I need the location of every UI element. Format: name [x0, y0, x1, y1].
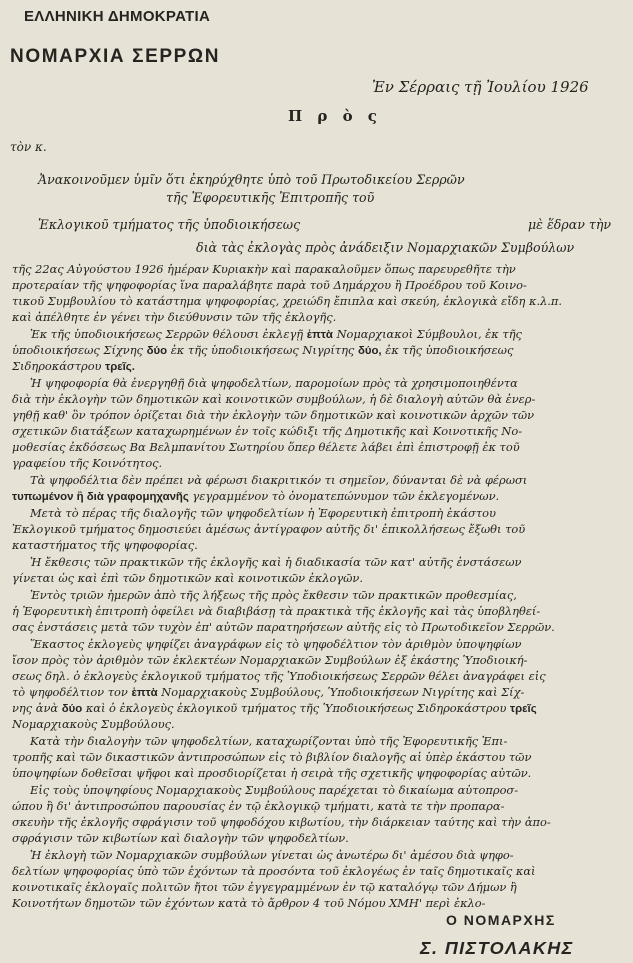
body-line: Ἐντὸς τριῶν ἡμερῶν ἀπὸ τῆς λήξεως τῆς πρὸς ἔκθεσιν τῶν πρακτικῶν προθεσμίας,: [30, 588, 517, 602]
body-line: Ἀνακοινοῦμεν ὑμῖν ὅτι ἐκηρύχθητε ὑπὸ τοῦ Πρωτοδικείου Σερρῶν: [38, 172, 465, 187]
republic-heading: ΕΛΛΗΝΙΚΗ ΔΗΜΟΚΡΑΤΙΑ: [24, 8, 211, 25]
body-line: Εἰς τοὺς ὑποψηφίους Νομαρχιακοὺς Συμβούλους παρέχεται τὸ δικαίωμα αὐτοπροσ-: [30, 783, 519, 797]
body-line: γραφείου τῆς Κοινότητος.: [12, 456, 163, 470]
closing-title: Ο ΝΟΜΑΡΧΗΣ: [446, 912, 556, 928]
body-line: Ἐκλογικοῦ τμήματος τῆς ὑποδιοικήσεως: [38, 217, 301, 232]
body-line: σεως δηλ. ὁ ἐκλογεὺς ἐκλογικοῦ τμήματος τῆς Ὑποδιοικήσεως Σερρῶν θέλει ἀναγράφει εἰς: [12, 669, 546, 683]
body-line: σας ἐνστάσεις μετὰ τῶν τυχὸν ἐπ' αὐτῶν παρατηρήσεων αὐτῆς εἰς τὸ Πρωτοδικεῖον Σερρῶν.: [12, 620, 555, 634]
body-line: Ἡ ἔκθεσις τῶν πρακτικῶν τῆς ἐκλογῆς καὶ ἡ διαδικασία τῶν κατ' αὐτῆς ἐνστάσεων: [30, 555, 522, 569]
body-line: σφράγισιν τῶν κιβωτίων καὶ διαλογὴν τῶν ψηφοδελτίων.: [12, 831, 349, 845]
body-line: τὸ ψηφοδέλτιον τον ἑπτὰ Νομαρχιακοὺς Συμβούλους, Ὑποδιοικήσεων Νιγρίτης καὶ Σίχ-: [12, 685, 525, 699]
body-line: Ἐκλογικοῦ τμήματος δημοσιεύει ἀμέσως ἀντίγραφον αὐτῆς δι' ἐπικολλήσεως ἔξωθι τοῦ: [12, 522, 526, 536]
body-line: Κατὰ τὴν διαλογὴν τῶν ψηφοδελτίων, καταχωρίζονται ὑπὸ τῆς Ἐφορευτικῆς Ἐπι-: [30, 734, 508, 748]
body-line: τυπωμένον ἢ διὰ γραφομηχανῆς γεγραμμένον τὸ ὀνοματεπώνυμον τῶν ἐκλεγομένων.: [12, 489, 500, 503]
body-line: τῆς 22ας Αὐγούστου 1926 ἡμέραν Κυριακὴν καὶ παρακαλοῦμεν ὅπως παρευρεθῆτε τὴν: [12, 262, 516, 276]
body-line: Κοινοτήτων δημοτῶν τῶν ἐχόντων κατὰ τὸ ἄρθρον 4 τοῦ Νόμου ΧΜΗ' περὶ ἐκλο-: [12, 896, 486, 910]
body-line: ὑποψηφίων δοθεῖσαι ψῆφοι καὶ προσδιορίζεται ἡ σειρὰ τῆς σχετικῆς ψηφοφορίας αὐτῶν.: [12, 766, 532, 780]
prefecture-heading: ΝΟΜΑΡΧΙΑ ΣΕΡΡΩΝ: [10, 46, 221, 67]
body-line: ὑποδιοικήσεως Σίχνης δύο ἐκ τῆς ὑποδιοικήσεως Νιγρίτης δύο, ἐκ τῆς ὑποδιοικήσεως: [12, 343, 514, 357]
body-line: τροπῆς καὶ τῶν δικαστικῶν ἀντιπροσώπων εἰς τὸ βιβλίον διαλογῆς αἱ ὑπὲρ ἑκάστου τῶν: [12, 750, 532, 764]
signature: Σ. ΠΙΣΤΟΛΑΚΗΣ: [420, 938, 574, 958]
body-line: διὰ τὰς ἐκλογὰς πρὸς ἀνάδειξιν Νομαρχιακῶν Συμβούλων: [196, 240, 575, 255]
body-line: Ἐκ τῆς ὑποδιοικήσεως Σερρῶν θέλουσι ἐκλεγῇ ἑπτὰ Νομαρχιακοὶ Σύμβουλοι, ἐκ τῆς: [30, 327, 522, 341]
body-line: γηθῇ καθ' ὃν τρόπον ὁρίζεται διὰ τὴν ἐκλογὴν τῶν δημοτικῶν καὶ κοινοτικῶν ἀρχῶν τῶν: [12, 408, 535, 422]
body-line: ἴσον πρὸς τὸν ἀριθμὸν τῶν ἐκλεκτέων Νομαρχιακῶν Συμβούλων ἐξ ἑκάστης Ὑποδιοική-: [12, 653, 528, 667]
body-line: Τὰ ψηφοδέλτια δὲν πρέπει νὰ φέρωσι διακριτικόν τι σημεῖον, δύνανται δὲ νὰ φέρωσι: [30, 473, 528, 487]
body-line: Μετὰ τὸ πέρας τῆς διαλογῆς τῶν ψηφοδελτίων ἡ Ἐφορευτικὴ ἐπιτροπὴ ἑκάστου: [30, 506, 496, 520]
body-line: προτεραίαν τῆς ψηφοφορίας ἵνα παραλάβητε παρὰ τοῦ Δημάρχου ἢ Προέδρου τοῦ Κοινο-: [12, 278, 527, 292]
to-heading: Π ρ ὸ ς: [288, 107, 382, 125]
body-line: ώπου ἢ δι' ἀντιπροσώπου παρουσίας ἐν τῷ ἐκλογικῷ τμήματι, κατὰ τε τὴν προπαρα-: [12, 799, 505, 813]
body-line: μὲ ἕδραν τὴν: [528, 217, 612, 232]
body-line: Ἡ ἐκλογὴ τῶν Νομαρχιακῶν συμβούλων γίνεται ὡς ἀνωτέρω δι' ἀμέσου διὰ ψηφο-: [30, 848, 514, 862]
place-date: Ἐν Σέρραις τῇ Ἰουλίου 1926: [372, 78, 589, 96]
body-line: Νομαρχιακοὺς Συμβούλους.: [12, 717, 175, 731]
body-line: καταστήματος τῆς ψηφοφορίας.: [12, 538, 198, 552]
body-line: τῆς Ἐφορευτικῆς Ἐπιτροπῆς τοῦ: [166, 190, 375, 205]
body-line: ἡ Ἐφορευτικὴ ἐπιτροπὴ ὀφείλει νὰ διαβιβάσῃ τὰ πρακτικὰ τῆς ἐκλογῆς καὶ τὰς ὑποβληθεί-: [12, 604, 541, 618]
body-line: Σιδηροκάστρου τρεῖς.: [12, 359, 135, 373]
body-line: σκευὴν τῆς ἐκλογῆς σφράγισιν τοῦ ψηφοδόχου κιβωτίου, τὴν διάρκειαν ταύτης καὶ τὴν ἀπο-: [12, 815, 551, 829]
body-line: Ἡ ψηφοφορία θὰ ἐνεργηθῇ διὰ ψηφοδελτίων, παρομοίων πρὸς τὰ χρησιμοποιηθέντα: [30, 376, 518, 390]
body-line: μοθεσίας ἐκδόσεως Βα Βελμπανίτου Σωτηρίου ὅπερ θέλετε λάβει ἐπὶ ἐπιστροφῇ ἐκ τοῦ: [12, 440, 520, 454]
body-line: νης ἀνὰ δύο καὶ ὁ ἐκλογεὺς ἐκλογικοῦ τμήματος τῆς Ὑποδιοικήσεως Σιδηροκάστρου τρεῖς: [12, 701, 537, 715]
body-line: Ἕκαστος ἐκλογεὺς ψηφίζει ἀναγράφων εἰς τὸ ψηφοδέλτιον τὸν ἀριθμὸν ὑποψηφίων: [30, 637, 522, 651]
body-line: κοινοτικαῖς ἐκλογαῖς πολιτῶν ἤτοι τῶν ἐγγεγραμμένων ἐν τῷ καταλόγῳ τῶν Δήμων ἢ: [12, 880, 517, 894]
body-line: γίνεται ὡς καὶ ἐπὶ τῶν δημοτικῶν καὶ κοινοτικῶν ἐκλογῶν.: [12, 571, 363, 585]
body-line: διὰ τὴν ἐκλογὴν τῶν δημοτικῶν καὶ κοινοτικῶν συμβούλων, ἡ δὲ διαλογὴ αὐτῶν θὰ ἐνερ-: [12, 392, 536, 406]
body-line: δελτίων ψηφοφορίας ὑπὸ τῶν ἐχόντων τὰ προσόντα τοῦ ἐκλογέως ἐν ταῖς δημοτικαῖς καὶ: [12, 864, 536, 878]
body-line: καὶ ἀπέλθητε ἐν γένει τὴν διεύθυνσιν τῶν τῆς ἐκλογῆς.: [12, 310, 337, 324]
body-line: σχετικῶν διατάξεων καταχωρημένων ἐν τοῖς κώδιξι τῆς Δημοτικῆς καὶ Κοινοτικῆς Νο-: [12, 424, 523, 438]
addressee: τὸν κ.: [10, 140, 47, 154]
body-line: τικοῦ Συμβουλίου τὸ κατάστημα ψηφοφορίας, χρειώδη ἔπιπλα καὶ σκεύη, ἐκλογικὰ εἴδη κ.λ.π.: [12, 294, 563, 308]
